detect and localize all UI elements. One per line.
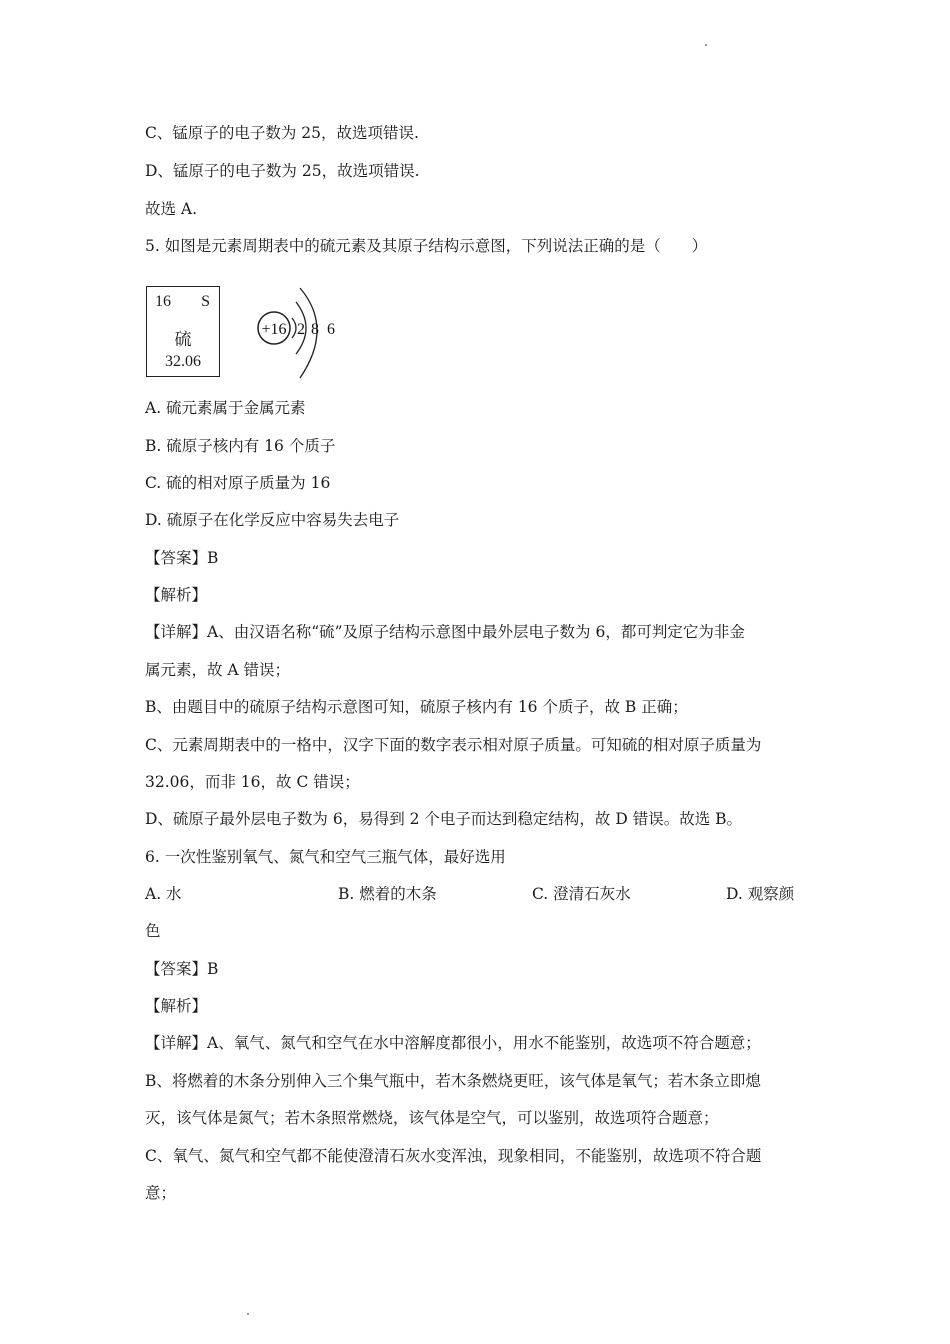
periodic-table-cell — [146, 286, 220, 377]
explanation-line: 灭，该气体是氮气；若木条照常燃烧，该气体是空气，可以鉴别，故选项符合题意； — [145, 1109, 719, 1127]
analysis-tag: 【解析】 — [145, 586, 208, 604]
answer-line — [145, 959, 218, 979]
option-a: A. 硫元素属于金属元素 — [145, 399, 306, 417]
explanation-line: 意； — [145, 1184, 177, 1202]
explanation-line: D、硫原子最外层电子数为 6，易得到 2 个电子而达到稳定结构，故 D 错误。故选 B。 — [145, 810, 743, 828]
answer-tag: 【答案】 — [145, 549, 208, 567]
option-d: D. 硫原子在化学反应中容易失去电子 — [145, 511, 400, 529]
answer-tag: 【答案】 — [145, 960, 208, 978]
explanation-line: B、由题目中的硫原子结构示意图可知，硫原子核内有 16 个质子，故 B 正确； — [145, 698, 688, 716]
corner-mark — [705, 44, 707, 46]
explanation-line: C、氧气、氮气和空气都不能使澄清石灰水变浑浊，现象相同，不能鉴别，故选项不符合题 — [145, 1147, 762, 1165]
shell-electrons-3: 6 — [327, 321, 335, 338]
nucleus-charge: +16 — [261, 321, 287, 338]
analysis-tag: 【解析】 — [145, 997, 208, 1015]
shell-arc-1 — [292, 318, 296, 338]
option-d: D. 观察颜 — [726, 885, 795, 903]
element-symbol: S — [201, 293, 210, 310]
option-a: A. 水 — [145, 885, 182, 903]
explanation-line: 属元素，故 A 错误； — [145, 661, 291, 679]
element-name: 硫 — [174, 330, 192, 350]
text-line: C、锰原子的电子数为 25，故选项错误. — [145, 124, 419, 142]
explanation-line: 32.06，而非 16，故 C 错误； — [145, 773, 360, 791]
shell-electrons-1: 2 — [297, 321, 305, 338]
answer-line — [145, 548, 218, 568]
option-b: B. 燃着的木条 — [338, 885, 437, 903]
option-c: C. 硫的相对原子质量为 16 — [145, 474, 331, 492]
explanation-line: 【详解】A、由汉语名称“硫”及原子结构示意图中最外层电子数为 6，都可判定它为非金 — [145, 623, 745, 641]
text-line: 故选 A. — [145, 200, 198, 218]
question-5: 5. 如图是元素周期表中的硫元素及其原子结构示意图，下列说法正确的是（ ） — [145, 237, 708, 255]
explanation-line: C、元素周期表中的一格中，汉字下面的数字表示相对原子质量。可知硫的相对原子质量为 — [145, 736, 762, 754]
answer-value: B — [207, 960, 219, 978]
answer-value: B — [207, 549, 219, 567]
question-6: 6. 一次性鉴别氧气、氮气和空气三瓶气体，最好选用 — [145, 848, 506, 866]
atom-structure-diagram — [250, 280, 345, 385]
option-d-continued: 色 — [145, 922, 161, 940]
option-c: C. 澄清石灰水 — [532, 885, 631, 903]
text-line: D、锰原子的电子数为 25，故选项错误. — [145, 162, 420, 180]
option-b: B. 硫原子核内有 16 个质子 — [145, 437, 336, 455]
atomic-number: 16 — [155, 293, 171, 310]
footer-mark — [247, 1313, 249, 1315]
shell-electrons-2: 8 — [311, 321, 319, 338]
explanation-line: 【详解】A、氧气、氮气和空气在水中溶解度都很小，用水不能鉴别，故选项不符合题意； — [145, 1034, 761, 1052]
explanation-line: B、将燃着的木条分别伸入三个集气瓶中，若木条燃烧更旺，该气体是氧气；若木条立即熄 — [145, 1072, 761, 1090]
atomic-mass: 32.06 — [165, 353, 201, 370]
